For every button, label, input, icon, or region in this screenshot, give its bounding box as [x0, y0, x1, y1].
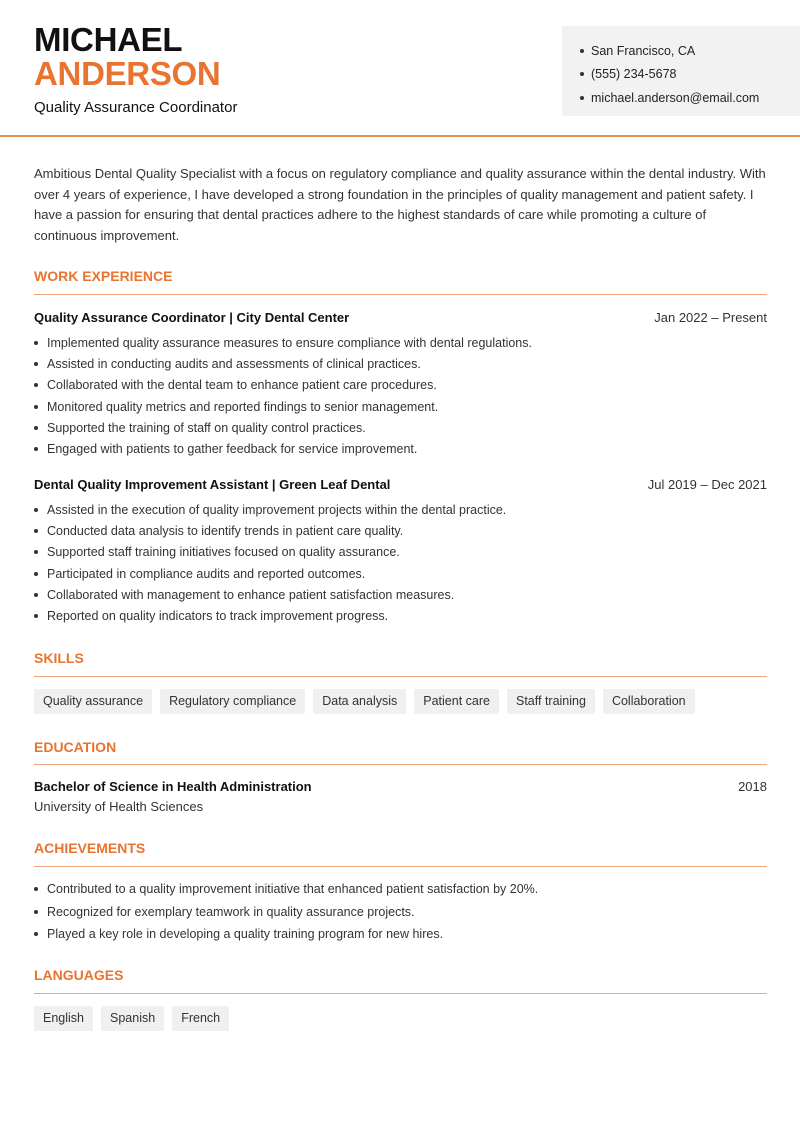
bullet-icon: [34, 550, 38, 554]
bullet-text: Implemented quality assurance measures to ensure compliance with dental regulations.: [47, 335, 532, 350]
language-tag: English: [34, 1006, 93, 1031]
skill-tag: Patient care: [414, 689, 499, 714]
bullet-text: Recognized for exemplary teamwork in quality assurance projects.: [47, 904, 415, 919]
list-item: [34, 396, 767, 417]
job-title-company: Dental Quality Improvement Assistant | Green Leaf Dental: [34, 477, 391, 492]
first-name: MICHAEL: [34, 21, 183, 58]
language-tag: French: [172, 1006, 229, 1031]
job-title-company: Quality Assurance Coordinator | City Dental Center: [34, 310, 350, 325]
bullet-text: Monitored quality metrics and reported findings to senior management.: [47, 399, 439, 414]
bullet-text: Engaged with patients to gather feedback for service improvement.: [47, 442, 418, 457]
contact-box: [562, 26, 800, 116]
education-year: 2018: [738, 779, 767, 794]
bullet-icon: [34, 910, 38, 914]
section-heading-languages: LANGUAGES: [34, 967, 124, 983]
section-divider: [34, 676, 767, 677]
bullet-text: Contributed to a quality improvement initiative that enhanced patient satisfaction by 20%.: [47, 882, 539, 897]
list-item: [34, 605, 767, 626]
bullet-icon: [580, 49, 584, 53]
bullet-icon: [34, 405, 38, 409]
list-item: [34, 563, 767, 584]
bullet-icon: [34, 932, 38, 936]
language-tags: [34, 1006, 229, 1031]
skill-tag: Data analysis: [313, 689, 406, 714]
list-item: [34, 923, 767, 946]
section-heading-education: EDUCATION: [34, 739, 117, 755]
list-item: [34, 417, 767, 438]
section-heading-work: WORK EXPERIENCE: [34, 268, 173, 284]
contact-location-text: San Francisco, CA: [591, 43, 696, 58]
skills-tags: [34, 689, 695, 714]
bullet-text: Collaborated with management to enhance patient satisfaction measures.: [47, 587, 455, 602]
candidate-name: [34, 23, 220, 91]
list-item: [34, 375, 767, 396]
list-item: [34, 499, 767, 520]
last-name: ANDERSON: [34, 55, 221, 92]
list-item: [34, 353, 767, 374]
bullet-icon: [34, 887, 38, 891]
section-divider: [34, 993, 767, 994]
resume-header: [0, 0, 800, 137]
bullet-text: Participated in compliance audits and reported outcomes.: [47, 566, 366, 581]
bullet-icon: [34, 614, 38, 618]
list-item: [34, 332, 767, 353]
contact-phone: [580, 63, 800, 87]
skill-tag: Collaboration: [603, 689, 695, 714]
bullet-icon: [580, 72, 584, 76]
list-item: [34, 584, 767, 605]
skill-tag: Quality assurance: [34, 689, 152, 714]
contact-location: [580, 39, 800, 63]
list-item: [34, 438, 767, 459]
job-bullets: [34, 499, 767, 627]
section-heading-achievements: ACHIEVEMENTS: [34, 840, 146, 856]
job-title: Quality Assurance Coordinator: [34, 99, 238, 116]
section-divider: [34, 764, 767, 765]
bullet-text: Collaborated with the dental team to enhance patient care procedures.: [47, 378, 437, 393]
bullet-text: Conducted data analysis to identify trends in patient care quality.: [47, 523, 404, 538]
bullet-text: Assisted in conducting audits and assessments of clinical practices.: [47, 356, 421, 371]
contact-phone-text: (555) 234-5678: [591, 67, 677, 82]
contact-email-text[interactable]: michael.anderson@email.com: [591, 90, 760, 105]
bullet-icon: [34, 572, 38, 576]
bullet-icon: [34, 383, 38, 387]
summary-paragraph: Ambitious Dental Quality Specialist with a focus on regulatory compliance and quality assurance within the dental industry. With over 4 years of experience, I have developed a strong foundation in the principles of quality management and patient safety. I have a passion for ensuring that dental practices adhere to the highest standards of care while promoting a culture of continuous improvement.: [34, 166, 766, 243]
section-divider: [34, 294, 767, 295]
job-dates: Jan 2022 – Present: [654, 310, 767, 325]
achievements-list: [34, 878, 767, 946]
job-bullets: [34, 332, 767, 460]
bullet-icon: [34, 529, 38, 533]
list-item: [34, 901, 767, 924]
bullet-text: Played a key role in developing a quality training program for new hires.: [47, 927, 444, 942]
bullet-icon: [34, 593, 38, 597]
bullet-text: Supported staff training initiatives focused on quality assurance.: [47, 545, 400, 560]
skill-tag: Staff training: [507, 689, 595, 714]
list-item: [34, 520, 767, 541]
skill-tag: Regulatory compliance: [160, 689, 305, 714]
bullet-icon: [580, 96, 584, 100]
contact-email[interactable]: [580, 86, 800, 110]
job-header: [34, 477, 767, 492]
bullet-icon: [34, 508, 38, 512]
job-header: [34, 310, 767, 325]
education-degree: Bachelor of Science in Health Administration: [34, 779, 312, 794]
job-dates: Jul 2019 – Dec 2021: [647, 477, 767, 492]
bullet-icon: [34, 447, 38, 451]
bullet-text: Reported on quality indicators to track improvement progress.: [47, 609, 389, 624]
bullet-icon: [34, 341, 38, 345]
section-heading-skills: SKILLS: [34, 650, 84, 666]
language-tag: Spanish: [101, 1006, 164, 1031]
bullet-text: Supported the training of staff on quality control practices.: [47, 420, 366, 435]
list-item: [34, 878, 767, 901]
bullet-icon: [34, 426, 38, 430]
list-item: [34, 542, 767, 563]
education-school: University of Health Sciences: [34, 799, 204, 814]
section-divider: [34, 866, 767, 867]
bullet-text: Assisted in the execution of quality improvement projects within the dental practice.: [47, 502, 507, 517]
bullet-icon: [34, 362, 38, 366]
